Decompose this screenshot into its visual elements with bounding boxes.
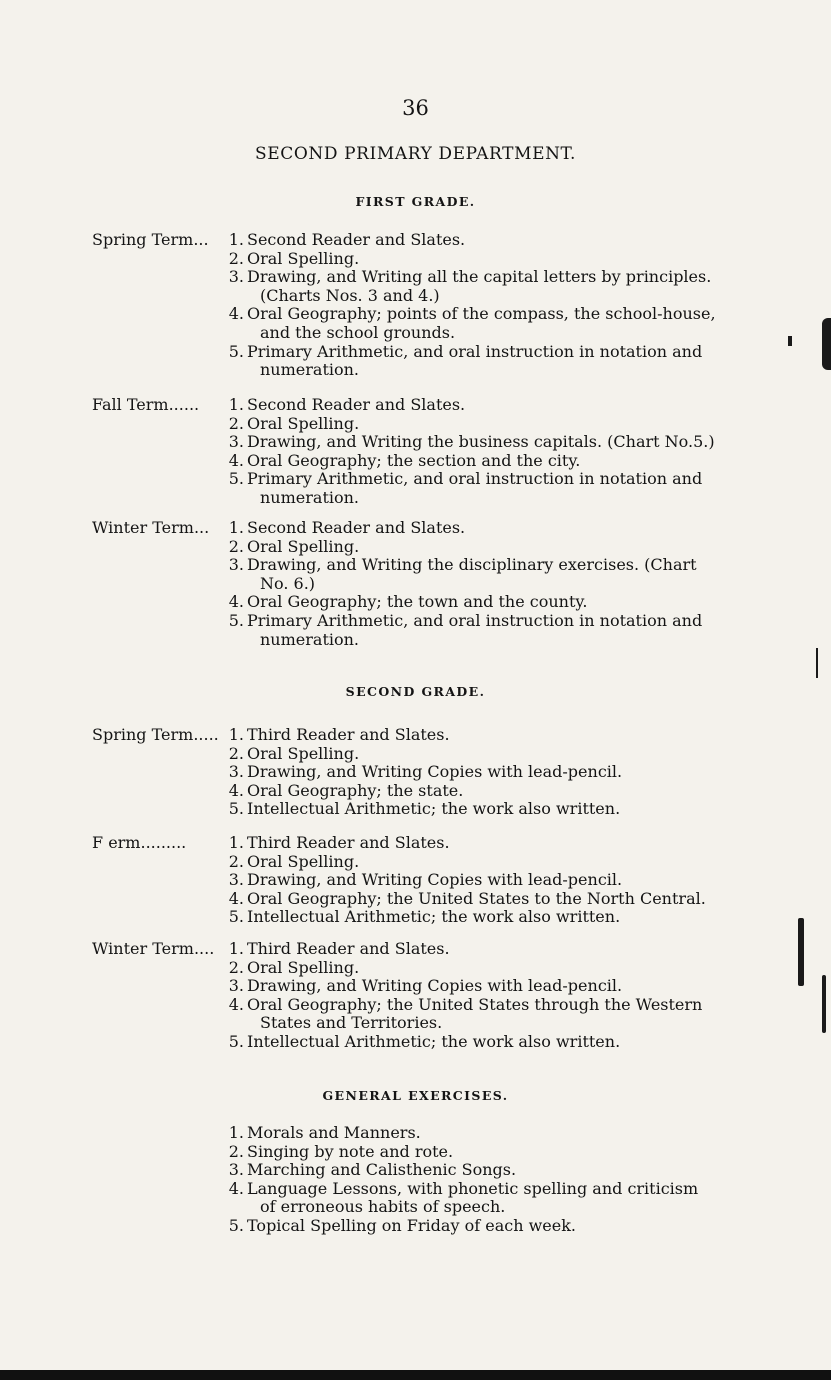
item-line: [92, 231, 831, 250]
item-text: Marching and Calisthenic Songs.: [247, 1160, 517, 1180]
item-number: 1.: [228, 395, 244, 414]
item-line: [92, 763, 831, 782]
item-text: Intellectual Arithmetic; the work also written.: [247, 1031, 621, 1051]
item-line: [92, 853, 831, 872]
scan-artifact: [822, 975, 826, 1033]
item-line: [92, 890, 831, 909]
term-label: F erm.........: [92, 833, 187, 852]
item-text: Topical Spelling on Friday of each week.: [247, 1215, 576, 1235]
item-number: 3.: [228, 976, 244, 996]
first-grade-heading: FIRST GRADE.: [355, 194, 476, 209]
item-number: 4.: [228, 780, 244, 800]
item-number: 4.: [228, 1178, 244, 1198]
item-text: Intellectual Arithmetic; the work also written.: [247, 799, 621, 819]
item-text: Drawing, and Writing Copies with lead-pencil.: [247, 762, 623, 782]
item-text: (Charts Nos. 3 and 4.): [260, 285, 440, 305]
item-text: of erroneous habits of speech.: [260, 1197, 506, 1217]
item-line: [92, 305, 831, 324]
item-line: [92, 324, 831, 343]
scan-artifact: [816, 648, 818, 678]
item-text: Oral Geography; points of the compass, the school-house,: [247, 304, 716, 324]
term-label: Spring Term...: [92, 230, 209, 249]
item-line: [92, 782, 831, 801]
item-text: Oral Geography; the section and the city.: [247, 450, 581, 470]
term-block: [92, 231, 831, 380]
term-block: [92, 519, 831, 649]
item-line: [92, 556, 831, 575]
item-number: 4.: [228, 888, 244, 908]
item-number: 5.: [228, 469, 244, 489]
item-text: numeration.: [260, 487, 360, 507]
item-number: 2.: [228, 957, 244, 977]
item-text: numeration.: [260, 360, 360, 380]
item-text: Oral Geography; the state.: [247, 780, 464, 800]
item-number: 2.: [228, 413, 244, 433]
item-line: [92, 452, 831, 471]
item-number: 5.: [228, 1215, 244, 1235]
item-text: Primary Arithmetic, and oral instruction in notation and: [247, 610, 703, 630]
item-number: 2.: [228, 248, 244, 268]
item-line: [92, 834, 831, 853]
item-line: [92, 940, 831, 959]
item-line: [92, 631, 831, 650]
item-number: 4.: [228, 592, 244, 612]
item-text: Drawing, and Writing Copies with lead-pencil.: [247, 870, 623, 890]
item-line: [92, 287, 831, 306]
term-block: [92, 396, 831, 508]
item-line: [92, 396, 831, 415]
item-number: 3.: [228, 555, 244, 575]
item-text: States and Territories.: [260, 1013, 443, 1033]
item-number: 2.: [228, 536, 244, 556]
item-line: [92, 1143, 831, 1162]
item-text: Morals and Manners.: [247, 1123, 421, 1142]
item-text: Language Lessons, with phonetic spelling and criticism: [247, 1178, 699, 1198]
item-line: [92, 489, 831, 508]
term-block: [92, 834, 831, 927]
item-line: [92, 996, 831, 1015]
item-line: [92, 593, 831, 612]
item-line: [92, 977, 831, 996]
bottom-edge: [0, 1370, 831, 1380]
term-label: Winter Term...: [92, 518, 210, 537]
item-text: No. 6.): [260, 573, 316, 593]
item-line: [92, 1124, 831, 1143]
item-text: Primary Arithmetic, and oral instruction in notation and: [247, 341, 703, 361]
scan-artifact: [798, 918, 804, 986]
item-line: [92, 361, 831, 380]
item-number: 1.: [228, 725, 244, 744]
item-number: 5.: [228, 907, 244, 927]
item-line: [92, 470, 831, 489]
item-line: [92, 1014, 831, 1033]
item-line: [92, 250, 831, 269]
general-exercises-list: [92, 1124, 831, 1236]
item-text: Second Reader and Slates.: [247, 518, 466, 537]
item-line: [92, 538, 831, 557]
item-line: [92, 433, 831, 452]
item-line: [92, 1180, 831, 1199]
item-text: Drawing, and Writing the business capitals. (Chart No.5.): [247, 432, 715, 452]
item-text: Oral Spelling.: [247, 413, 360, 433]
item-line: [92, 575, 831, 594]
item-number: 3.: [228, 762, 244, 782]
item-text: Oral Spelling.: [247, 536, 360, 556]
item-number: 4.: [228, 994, 244, 1014]
scan-artifact: [788, 336, 792, 346]
item-text: numeration.: [260, 629, 360, 649]
item-line: [92, 745, 831, 764]
item-number: 5.: [228, 1031, 244, 1051]
item-text: Third Reader and Slates.: [247, 833, 450, 852]
item-line: [92, 415, 831, 434]
term-block: [92, 726, 831, 819]
item-line: [92, 959, 831, 978]
item-number: 2.: [228, 851, 244, 871]
item-text: Third Reader and Slates.: [247, 725, 450, 744]
item-number: 5.: [228, 610, 244, 630]
item-text: Third Reader and Slates.: [247, 939, 450, 958]
item-number: 3.: [228, 432, 244, 452]
item-text: Oral Spelling.: [247, 743, 360, 763]
item-text: Oral Geography; the town and the county.: [247, 592, 588, 612]
item-number: 1.: [228, 939, 244, 958]
item-text: Oral Spelling.: [247, 957, 360, 977]
page-number: 36: [402, 96, 429, 120]
item-line: [92, 612, 831, 631]
item-text: Oral Spelling.: [247, 851, 360, 871]
term-label: Winter Term....: [92, 939, 215, 958]
item-number: 1.: [228, 833, 244, 852]
item-text: Singing by note and rote.: [247, 1141, 454, 1161]
item-number: 2.: [228, 743, 244, 763]
item-line: [92, 1198, 831, 1217]
item-line: [92, 800, 831, 819]
item-line: [92, 1161, 831, 1180]
item-number: 4.: [228, 450, 244, 470]
item-line: [92, 726, 831, 745]
scan-artifact: [822, 318, 831, 370]
item-line: [92, 268, 831, 287]
item-number: 3.: [228, 1160, 244, 1180]
item-text: Oral Spelling.: [247, 248, 360, 268]
item-text: Oral Geography; the United States to the North Central.: [247, 888, 706, 908]
item-line: [92, 908, 831, 927]
item-line: [92, 343, 831, 362]
item-number: 2.: [228, 1141, 244, 1161]
item-text: Drawing, and Writing Copies with lead-pencil.: [247, 976, 623, 996]
item-number: 1.: [228, 518, 244, 537]
item-text: Drawing, and Writing the disciplinary exercises. (Chart: [247, 555, 697, 575]
item-number: 5.: [228, 799, 244, 819]
term-block: [92, 940, 831, 1052]
item-line: [92, 519, 831, 538]
item-line: [92, 1033, 831, 1052]
item-number: 1.: [228, 1123, 244, 1142]
item-number: 3.: [228, 870, 244, 890]
item-number: 1.: [228, 230, 244, 249]
general-exercises-heading: GENERAL EXERCISES.: [322, 1088, 509, 1103]
item-line: [92, 1217, 831, 1236]
item-text: Intellectual Arithmetic; the work also written.: [247, 907, 621, 927]
item-number: 4.: [228, 304, 244, 324]
item-text: Primary Arithmetic, and oral instruction in notation and: [247, 469, 703, 489]
item-text: and the school grounds.: [260, 322, 456, 342]
term-label: Spring Term.....: [92, 725, 219, 744]
department-title: SECOND PRIMARY DEPARTMENT.: [254, 144, 577, 164]
item-text: Second Reader and Slates.: [247, 395, 466, 414]
item-number: 3.: [228, 267, 244, 287]
item-text: Drawing, and Writing all the capital letters by principles.: [247, 267, 712, 287]
item-line: [92, 871, 831, 890]
item-text: Oral Geography; the United States through the Western: [247, 994, 703, 1014]
term-label: Fall Term......: [92, 395, 200, 414]
item-number: 5.: [228, 341, 244, 361]
item-text: Second Reader and Slates.: [247, 230, 466, 249]
second-grade-heading: SECOND GRADE.: [345, 684, 486, 699]
